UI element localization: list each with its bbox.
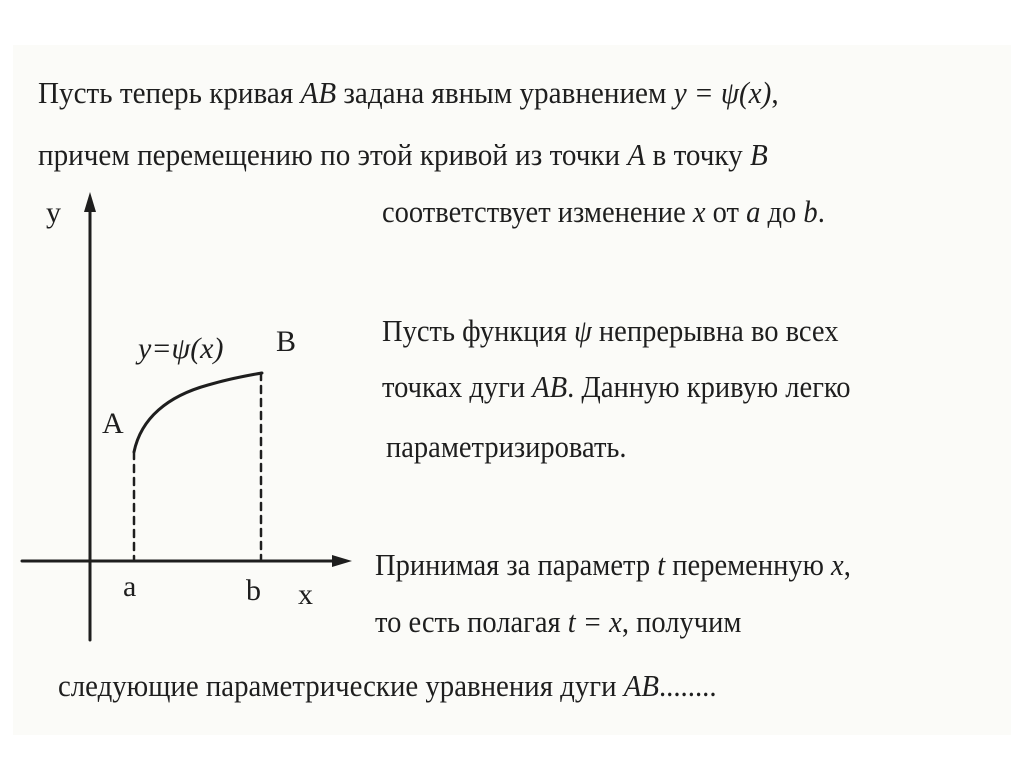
curve-label: y=ψ(x): [138, 332, 224, 365]
point-b-label: B: [276, 325, 297, 358]
text: в точку: [645, 137, 750, 172]
text: непрерывна во всех: [591, 313, 839, 348]
math-x: x: [831, 547, 844, 582]
text: соответствует изменение: [382, 194, 693, 229]
math-x: x: [692, 194, 706, 229]
x-axis-label: x: [298, 578, 313, 611]
text: ........: [658, 668, 717, 703]
math-ab: AB: [300, 75, 337, 110]
math-t-equals-x: t = x: [567, 604, 622, 639]
y-axis-label: y: [46, 196, 61, 229]
text: то есть полагая: [375, 604, 568, 639]
text: точках дуги: [382, 369, 533, 404]
tick-b-label: b: [246, 574, 261, 607]
text: задана явным уравнением: [336, 75, 674, 110]
math-ab: AB: [532, 369, 568, 404]
text: Принимая за параметр: [375, 547, 658, 582]
math-equation: y = ψ(x): [673, 75, 772, 110]
math-t: t: [657, 547, 666, 582]
text: ,: [771, 75, 779, 110]
text: следующие параметрические уравнения дуги: [58, 668, 624, 703]
text: причем перемещению по этой кривой из точки: [38, 137, 628, 172]
text: ,: [843, 547, 851, 582]
math-point-b: B: [749, 137, 768, 172]
x-axis-arrow-icon: [332, 555, 352, 567]
tick-a-label: a: [123, 570, 137, 603]
text: , получим: [621, 604, 742, 639]
text: . Данную кривую легко: [567, 369, 851, 404]
text: Пусть теперь кривая: [38, 75, 301, 110]
math-a: a: [746, 194, 761, 229]
text: .: [817, 194, 825, 229]
math-b: b: [803, 194, 818, 229]
math-psi: ψ: [574, 313, 592, 348]
y-axis-arrow-icon: [84, 192, 96, 212]
math-ab: AB: [623, 668, 659, 703]
text: параметризировать.: [386, 429, 627, 464]
text: переменную: [665, 547, 832, 582]
text: Пусть функция: [382, 313, 575, 348]
text: от: [705, 194, 747, 229]
text: до: [760, 194, 804, 229]
point-a-label: A: [102, 407, 124, 440]
curve-arc-ab: [134, 373, 262, 452]
math-point-a: A: [627, 137, 646, 172]
